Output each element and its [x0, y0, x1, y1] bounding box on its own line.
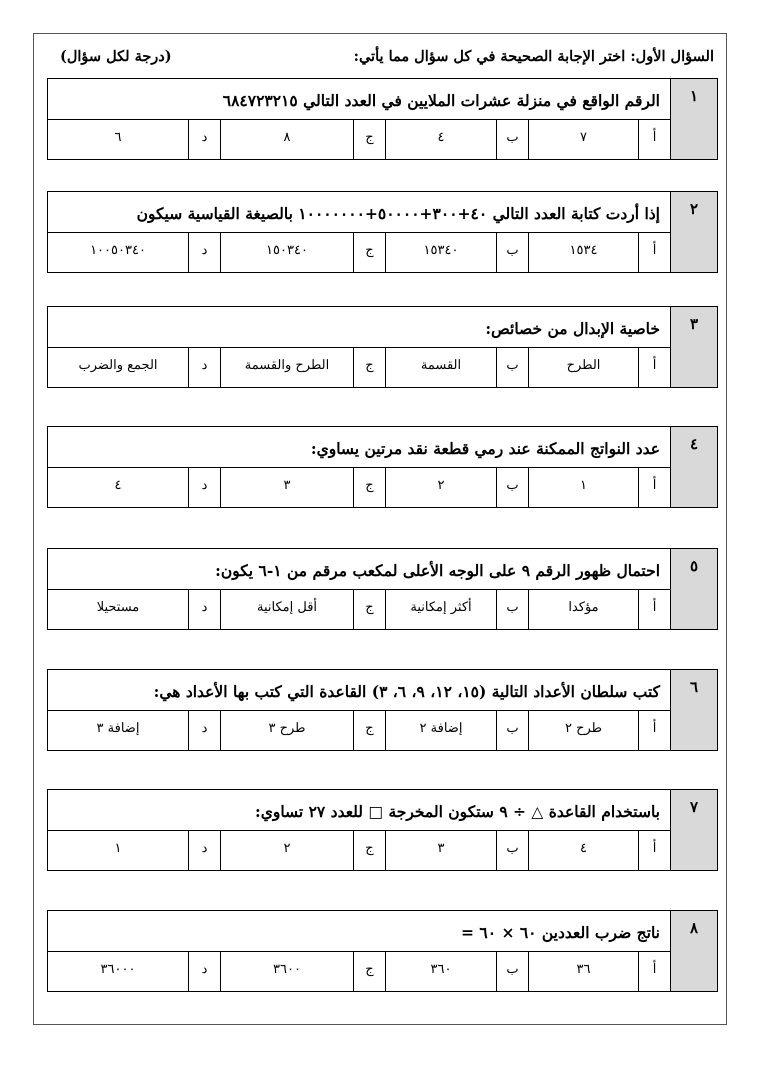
- question-number: ٤: [670, 427, 717, 507]
- option-a[interactable]: ٣٦: [528, 952, 638, 991]
- option-label-a: أ: [638, 952, 670, 991]
- option-a[interactable]: ٤: [528, 831, 638, 870]
- option-c[interactable]: ٢: [220, 831, 353, 870]
- option-label-b: ب: [496, 711, 528, 750]
- options-row: [48, 120, 670, 159]
- option-c[interactable]: ٣٦٠٠: [220, 952, 353, 991]
- option-c[interactable]: ٣: [220, 468, 353, 507]
- option-b[interactable]: ١٥٣٤٠: [385, 233, 496, 272]
- question-number: ٥: [670, 549, 717, 629]
- options-row: [48, 711, 670, 750]
- options-row: [48, 831, 670, 870]
- option-b[interactable]: ٢: [385, 468, 496, 507]
- question-5: [47, 548, 718, 630]
- option-label-a: أ: [638, 711, 670, 750]
- option-a[interactable]: ٧: [528, 120, 638, 159]
- page-frame: [33, 33, 727, 1025]
- question-1: [47, 78, 718, 160]
- option-label-d: د: [188, 348, 220, 387]
- option-b[interactable]: أكثر إمكانية: [385, 590, 496, 629]
- question-text: خاصية الإبدال من خصائص:: [48, 307, 670, 348]
- question-text: كتب سلطان الأعداد التالية (١٥، ١٢، ٩، ٦، ٣) القاعدة التي كتب بها الأعداد هي:: [48, 670, 670, 711]
- question-text: عدد النواتج الممكنة عند رمي قطعة نقد مرتين يساوي:: [48, 427, 670, 468]
- options-row: [48, 468, 670, 507]
- option-d[interactable]: إضافة ٣: [96, 721, 140, 736]
- question-2: [47, 191, 718, 273]
- option-b[interactable]: إضافة ٢: [385, 711, 496, 750]
- option-label-d: د: [188, 711, 220, 750]
- option-d[interactable]: ٦: [114, 130, 122, 145]
- option-label-b: ب: [496, 120, 528, 159]
- option-c[interactable]: أقل إمكانية: [220, 590, 353, 629]
- option-a[interactable]: الطرح: [528, 348, 638, 387]
- question-number: ١: [670, 79, 717, 159]
- option-label-b: ب: [496, 468, 528, 507]
- option-label-d: د: [188, 120, 220, 159]
- option-label-c: ج: [353, 233, 385, 272]
- question-text: الرقم الواقع في منزلة عشرات الملايين في العدد التالي ٦٨٤٧٢٣٢١٥: [48, 79, 670, 120]
- option-label-d: د: [188, 831, 220, 870]
- option-d[interactable]: ١٠٠٥٠٣٤٠: [90, 243, 146, 258]
- option-b[interactable]: ٣٦٠: [385, 952, 496, 991]
- option-label-c: ج: [353, 468, 385, 507]
- option-label-c: ج: [353, 952, 385, 991]
- question-number: ٧: [670, 790, 717, 870]
- option-label-a: أ: [638, 233, 670, 272]
- option-c[interactable]: ١٥٠٣٤٠: [220, 233, 353, 272]
- option-label-c: ج: [353, 348, 385, 387]
- question-number: ٢: [670, 192, 717, 272]
- option-d[interactable]: ٤: [114, 478, 122, 493]
- option-label-a: أ: [638, 831, 670, 870]
- option-label-b: ب: [496, 590, 528, 629]
- question-7: [47, 789, 718, 871]
- option-b[interactable]: ٤: [385, 120, 496, 159]
- option-a[interactable]: ١٥٣٤: [528, 233, 638, 272]
- option-label-c: ج: [353, 120, 385, 159]
- grade-note: (درجة لكل سؤال): [60, 48, 172, 65]
- option-label-a: أ: [638, 348, 670, 387]
- question-3: [47, 306, 718, 388]
- option-a[interactable]: مؤكدا: [528, 590, 638, 629]
- option-label-c: ج: [353, 711, 385, 750]
- question-text: احتمال ظهور الرقم ٩ على الوجه الأعلى لمكعب مرقم من ١-٦ يكون:: [48, 549, 670, 590]
- option-label-b: ب: [496, 952, 528, 991]
- question-6: [47, 669, 718, 751]
- option-label-b: ب: [496, 233, 528, 272]
- options-row: [48, 348, 670, 387]
- option-label-d: د: [188, 468, 220, 507]
- option-label-b: ب: [496, 831, 528, 870]
- option-label-a: أ: [638, 468, 670, 507]
- option-b[interactable]: ٣: [385, 831, 496, 870]
- question-text: ناتج ضرب العددين ٦٠ × ٦٠ =: [48, 911, 670, 952]
- question-text: باستخدام القاعدة △ ÷ ٩ ستكون المخرجة □ للعدد ٢٧ تساوي:: [48, 790, 670, 831]
- option-label-d: د: [188, 590, 220, 629]
- option-d[interactable]: مستحيلا: [96, 600, 140, 615]
- question-text: إذا أردت كتابة العدد التالي ٤٠+٣٠٠+٥٠٠٠٠+١٠٠٠٠٠٠٠ بالصيغة القياسية سيكون: [48, 192, 670, 233]
- question-8: [47, 910, 718, 992]
- option-c[interactable]: طرح ٣: [220, 711, 353, 750]
- option-a[interactable]: ١: [528, 468, 638, 507]
- option-label-c: ج: [353, 831, 385, 870]
- options-row: [48, 952, 670, 991]
- option-b[interactable]: القسمة: [385, 348, 496, 387]
- option-a[interactable]: طرح ٢: [528, 711, 638, 750]
- option-c[interactable]: الطرح والقسمة: [220, 348, 353, 387]
- option-label-d: د: [188, 233, 220, 272]
- section-header: [48, 48, 714, 72]
- question-4: [47, 426, 718, 508]
- option-c[interactable]: ٨: [220, 120, 353, 159]
- option-label-d: د: [188, 952, 220, 991]
- option-d[interactable]: ٣٦٠٠٠: [100, 962, 136, 977]
- options-row: [48, 590, 670, 629]
- option-d[interactable]: الجمع والضرب: [78, 358, 158, 373]
- question-number: ٦: [670, 670, 717, 750]
- option-d[interactable]: ١: [114, 841, 122, 856]
- option-label-a: أ: [638, 590, 670, 629]
- options-row: [48, 233, 670, 272]
- question-number: ٨: [670, 911, 717, 991]
- question-number: ٣: [670, 307, 717, 387]
- option-label-b: ب: [496, 348, 528, 387]
- option-label-c: ج: [353, 590, 385, 629]
- section-title: السؤال الأول: اختر الإجابة الصحيحة في كل سؤال مما يأتي:: [353, 48, 714, 65]
- option-label-a: أ: [638, 120, 670, 159]
